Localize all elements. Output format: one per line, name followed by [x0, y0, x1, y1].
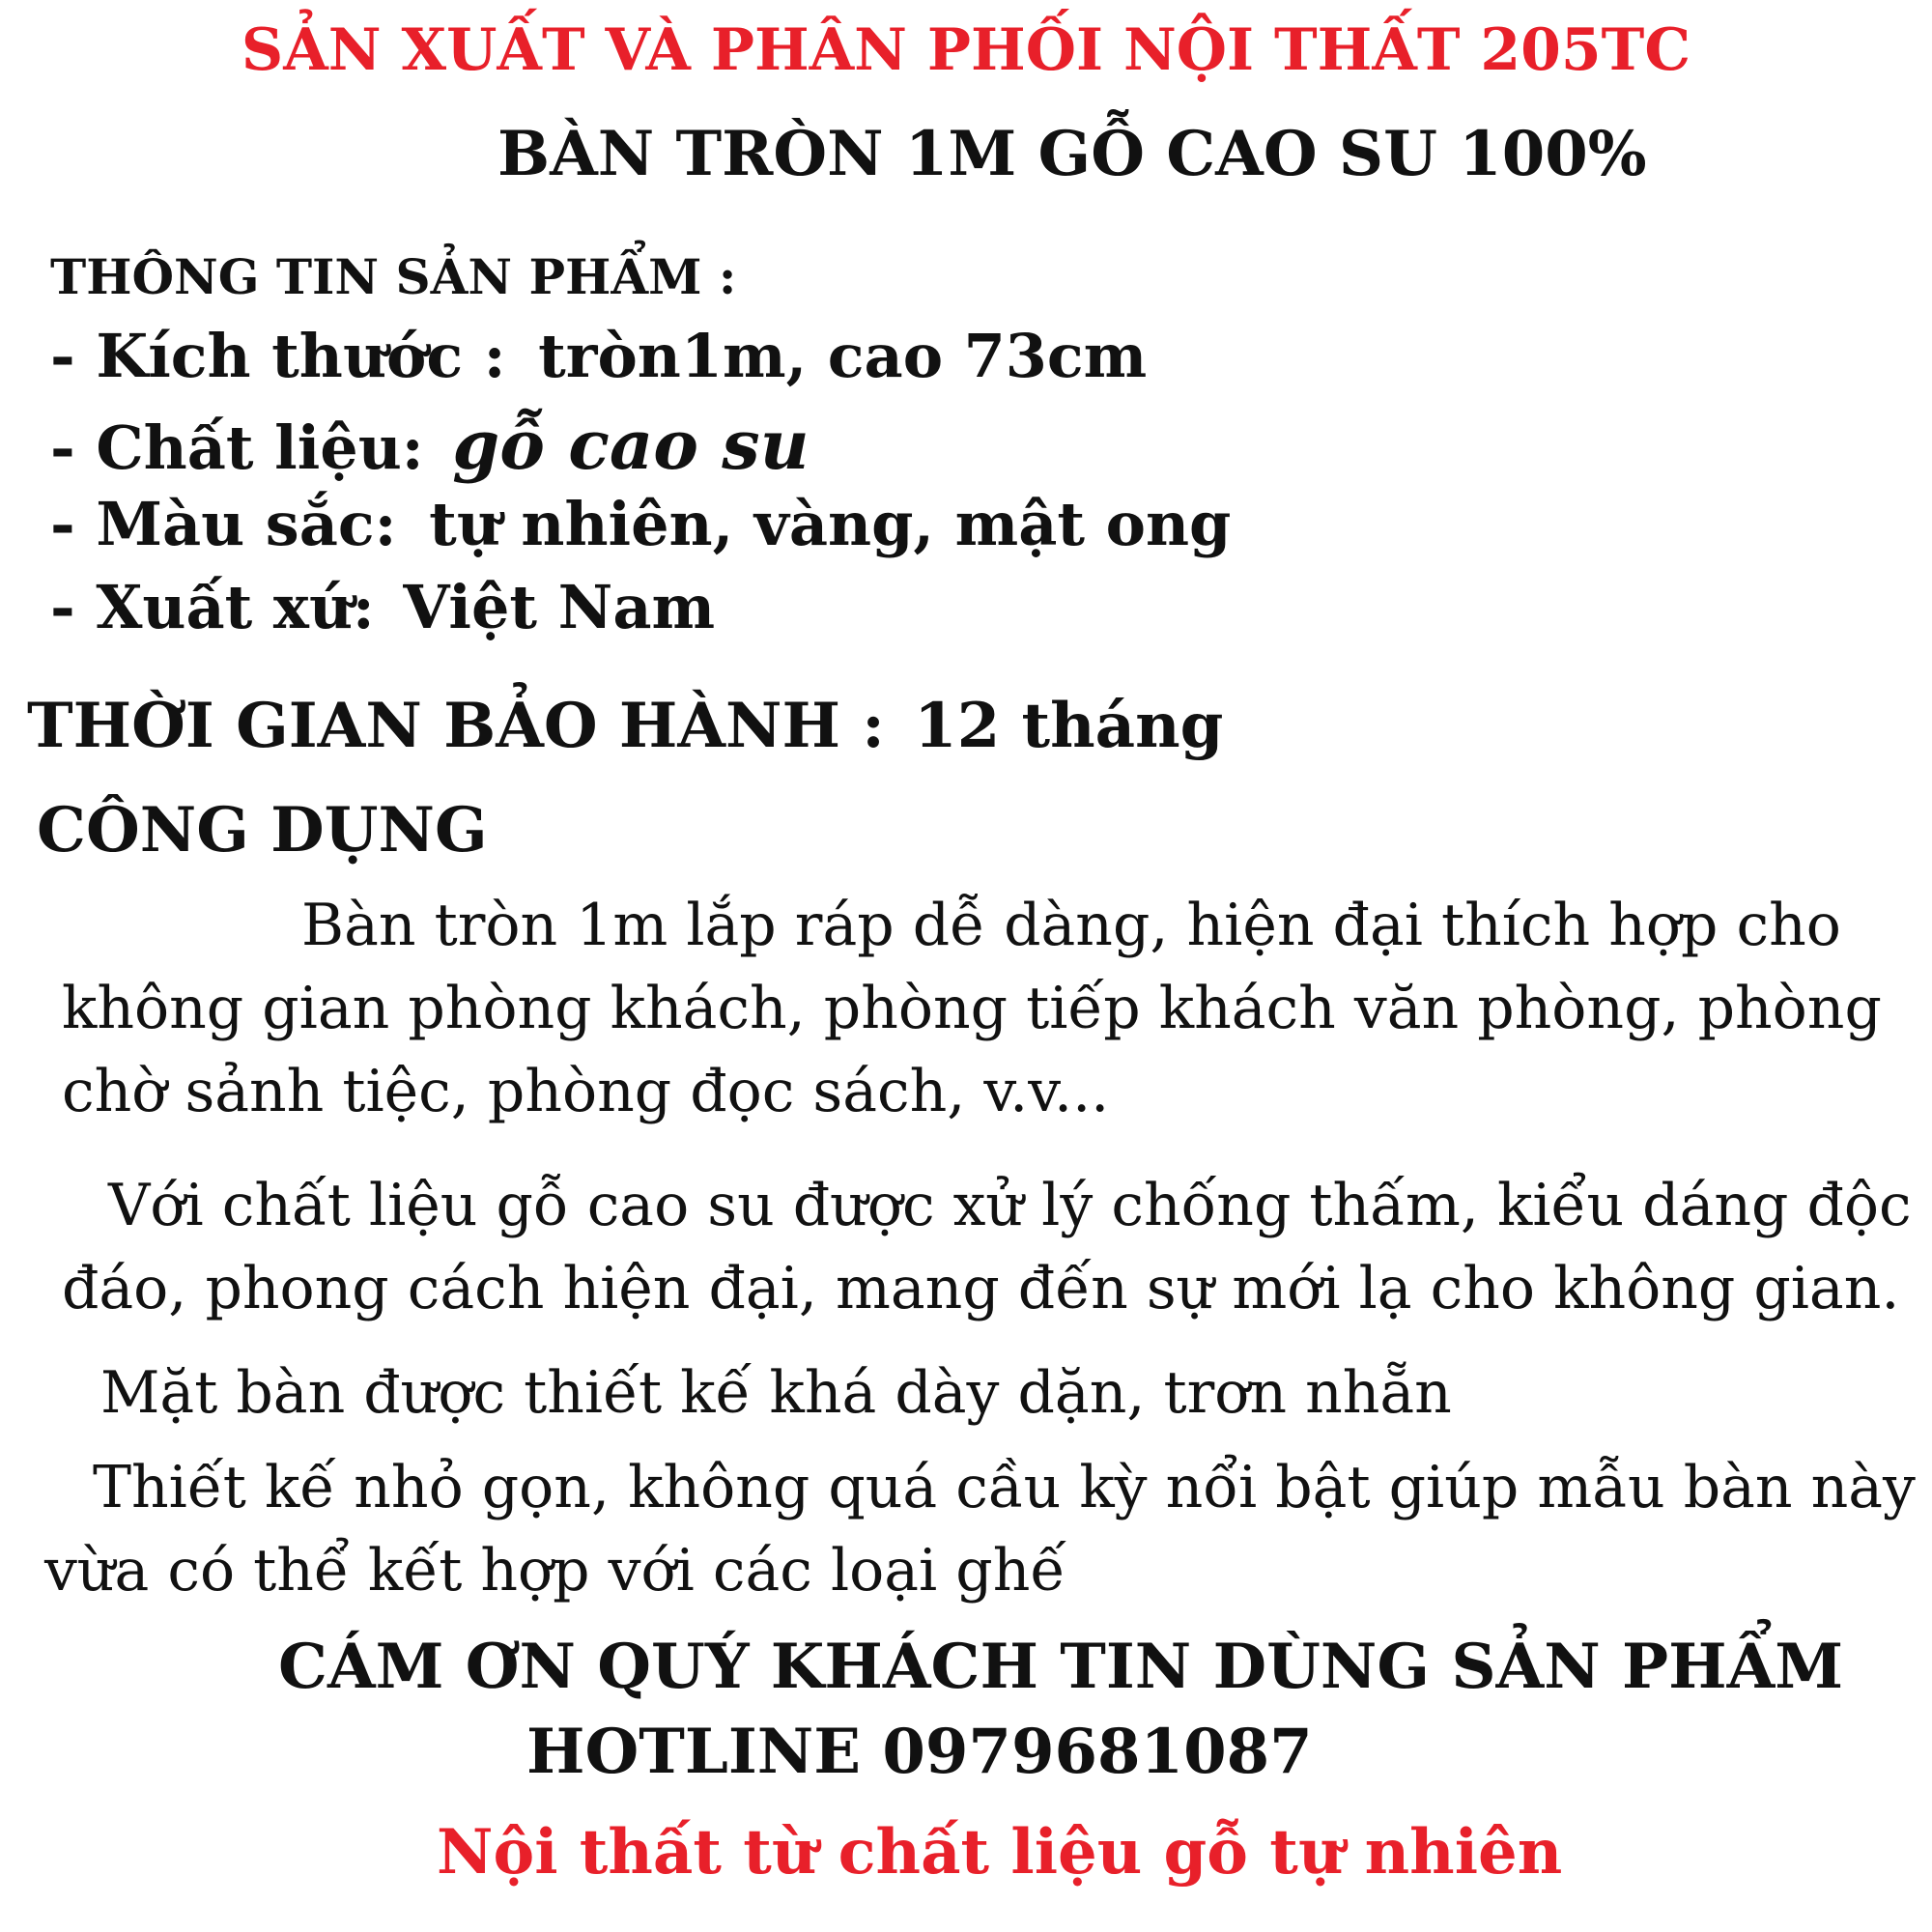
- usage-paragraph-1-line-1: Bàn tròn 1m lắp ráp dễ dàng, hiện đại thích hợp cho: [301, 892, 1841, 959]
- spec-material: [50, 405, 810, 485]
- usage-paragraph-4-line-2: vừa có thể kết hợp với các loại ghế: [44, 1537, 1066, 1605]
- hotline-line: HOTLINE 0979681087: [526, 1716, 1313, 1788]
- usage-paragraph-1-line-2: không gian phòng khách, phòng tiếp khách văn phòng, phòng: [62, 975, 1882, 1042]
- usage-paragraph-4-line-1: Thiết kế nhỏ gọn, không quá cầu kỳ nổi bật giúp mẫu bàn này: [93, 1454, 1916, 1521]
- spec-origin-value: Việt Nam: [403, 572, 716, 642]
- spec-color-label: - Màu sắc:: [50, 489, 397, 559]
- product-title: BÀN TRÒN 1M GỖ CAO SU 100%: [497, 118, 1647, 190]
- usage-paragraph-2-line-1: Với chất liệu gỗ cao su được xử lý chống thấm, kiểu dáng độc: [108, 1172, 1912, 1239]
- usage-paragraph-3-line-1: Mặt bàn được thiết kế khá dày dặn, trơn nhẵn: [100, 1359, 1452, 1427]
- spec-size-label: - Kích thước :: [50, 321, 506, 391]
- warranty-label: THỜI GIAN BẢO HÀNH :: [27, 690, 885, 762]
- spec-size-value: tròn1m, cao 73cm: [538, 321, 1148, 391]
- slogan-line: Nội thất từ chất liệu gỗ tự nhiên: [437, 1816, 1563, 1889]
- spec-origin: [50, 572, 716, 642]
- spec-color: [50, 489, 1232, 559]
- spec-color-value: tự nhiên, vàng, mật ong: [429, 489, 1232, 559]
- usage-heading: CÔNG DỤNG: [37, 794, 488, 867]
- spec-size: [50, 321, 1148, 391]
- warranty-value: 12 tháng: [914, 690, 1224, 762]
- usage-paragraph-1-line-3: chờ sảnh tiệc, phòng đọc sách, v.v...: [62, 1058, 1110, 1125]
- thanks-line: CÁM ƠN QUÝ KHÁCH TIN DÙNG SẢN PHẨM: [278, 1631, 1844, 1703]
- warranty-line: [27, 690, 1224, 762]
- spec-origin-label: - Xuất xứ:: [50, 572, 375, 642]
- spec-material-value: gỗ cao su: [452, 405, 810, 485]
- usage-paragraph-2-line-2: đáo, phong cách hiện đại, mang đến sự mới lạ cho không gian.: [62, 1255, 1900, 1322]
- company-heading: SẢN XUẤT VÀ PHÂN PHỐI NỘI THẤT 205TC: [241, 16, 1691, 84]
- spec-material-label: - Chất liệu:: [50, 412, 424, 483]
- specs-heading: THÔNG TIN SẢN PHẨM :: [50, 248, 737, 305]
